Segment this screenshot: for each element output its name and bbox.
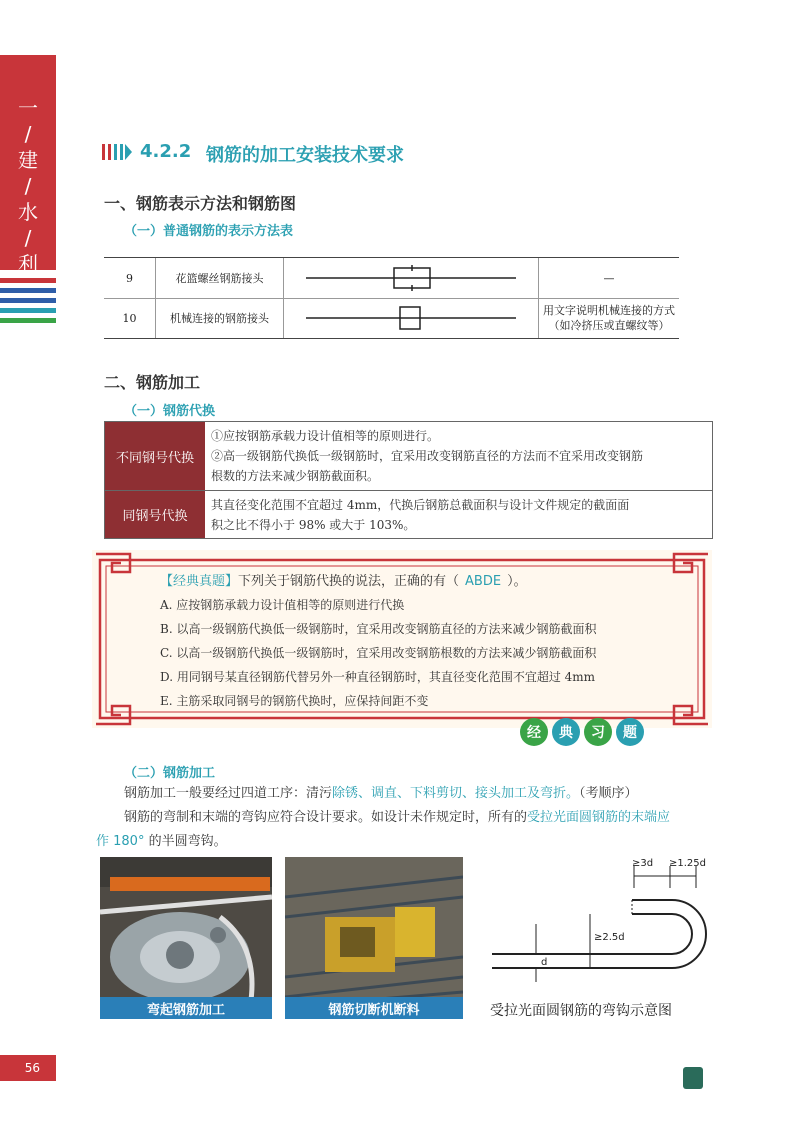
para1-highlight: 除锈、调直、下料剪切、接头加工及弯折。 (332, 786, 580, 801)
badge-char: 习 (584, 718, 612, 746)
chapter-side-tab (0, 55, 56, 276)
row-number: 9 (104, 258, 156, 298)
table-row (104, 298, 679, 338)
option-a: A. 应按钢筋承载力设计值相等的原则进行代换 (160, 598, 405, 612)
side-stripe (0, 318, 56, 323)
photo-caption: 钢筋切断机断料 (285, 997, 463, 1019)
para2-prefix: 钢筋的弯制和末端的弯钩应符合设计要求。如设计未作规定时，所有的 (124, 810, 528, 825)
para2-highlight: 受拉光面圆钢筋的末端应 (527, 810, 671, 825)
substitution-text (205, 424, 712, 490)
side-tab-char: 利 (18, 252, 38, 276)
para3-highlight: 作 180° (96, 834, 145, 849)
substitution-label: 同钢号代换 (105, 491, 205, 538)
substitution-text (205, 493, 712, 538)
classic-question-box (92, 550, 712, 728)
row-note (539, 298, 679, 338)
diagram-caption: 受拉光面圆钢筋的弯钩示意图 (490, 1003, 672, 1019)
side-stripe (0, 298, 56, 303)
side-stripe (0, 288, 56, 293)
section-number: 4.2.2 (140, 141, 192, 162)
option-e: E. 主筋采取同钢号的钢筋代换时，应保持间距不变 (160, 694, 429, 708)
row-name: 花篮螺丝钢筋接头 (156, 258, 284, 298)
page-number: 56 (0, 1055, 56, 1081)
part2-subheading-2: （二）钢筋加工 (124, 766, 216, 781)
note-line: （如冷挤压或直螺纹等） (548, 319, 670, 332)
section-title-icon (102, 142, 132, 166)
badge-char: 典 (552, 718, 580, 746)
text-line: ②高一级钢筋代换低一级钢筋时，宜采用改变钢筋直径的方法而不宜采用改变钢筋 (211, 449, 644, 463)
cutting-machine-illustration (285, 857, 463, 1019)
text-line: ①应按钢筋承载力设计值相等的原则进行。 (211, 429, 440, 443)
bending-machine-photo (100, 857, 272, 1019)
question-answer: ABDE (465, 574, 502, 589)
option-b: B. 以高一级钢筋代换低一级钢筋时，宜采用改变钢筋直径的方法来减少钢筋截面积 (160, 622, 597, 636)
row-name: 机械连接的钢筋接头 (156, 298, 284, 338)
book-icon (683, 1067, 703, 1089)
part2-heading: 二、钢筋加工 (104, 373, 201, 392)
dim-1-25d: ≥1.25d (669, 858, 706, 869)
part1-subheading: （一）普通钢筋的表示方法表 (124, 224, 294, 239)
side-tab-char: 一 (18, 96, 38, 120)
paragraph-1 (124, 782, 638, 801)
dim-d: d (541, 957, 548, 968)
question-tag: 【经典真题】 (160, 574, 239, 589)
part1-heading: 一、钢筋表示方法和钢筋图 (104, 194, 297, 213)
note-line: 用文字说明机械连接的方式 (543, 304, 675, 317)
row-number: 10 (104, 298, 156, 338)
para1-suffix: （考顺序） (579, 786, 638, 801)
section-title: 钢筋的加工安装技术要求 (206, 145, 404, 166)
side-tab-char: / (24, 174, 32, 198)
side-tab-char: / (24, 122, 32, 146)
side-tab-char: / (24, 226, 32, 250)
question-stem-text: 下列关于钢筋代换的说法，正确的有（ (238, 574, 460, 589)
bending-machine-illustration (100, 857, 272, 1019)
representation-table (104, 257, 679, 339)
classic-exercise-badge (520, 718, 644, 748)
para3-suffix: 的半圆弯钩。 (144, 834, 227, 849)
paragraph-2 (124, 806, 670, 825)
badge-char: 经 (520, 718, 548, 746)
table-row (104, 258, 679, 299)
para1-prefix: 钢筋加工一般要经过四道工序：清污 (124, 786, 333, 801)
side-tab-char: 水 (18, 200, 38, 224)
paragraph-3 (96, 830, 227, 849)
substitution-label: 不同钢号代换 (105, 422, 205, 490)
question-stem (160, 570, 527, 589)
text-line: 根数的方法来减少钢筋截面积。 (211, 469, 380, 483)
part2-subheading-1: （一）钢筋代换 (124, 404, 216, 419)
hook-diagram (482, 858, 712, 998)
badge-char: 题 (616, 718, 644, 746)
option-d: D. 用同钢号某直径钢筋代替另外一种直径钢筋时，其直径变化范围不宜超过 4mm (160, 670, 596, 684)
dim-2-5d: ≥2.5d (594, 932, 625, 943)
text-line: 积之比不得小于 98% 或大于 103%。 (211, 518, 416, 532)
row-note: — (603, 271, 615, 285)
mechanical-joint-symbol (284, 298, 539, 338)
turnbuckle-joint-symbol (284, 258, 539, 298)
side-stripe (0, 278, 56, 283)
photo-caption: 弯起钢筋加工 (100, 997, 272, 1019)
side-stripe (0, 308, 56, 313)
hook-drawing (482, 858, 712, 998)
dim-3d: ≥3d (632, 858, 654, 869)
text-line: 其直径变化范围不宜超过 4mm，代换后钢筋总截面积与设计文件规定的截面面 (211, 498, 630, 512)
substitution-table (104, 421, 713, 539)
cutting-machine-photo (285, 857, 463, 1019)
side-tab-char: 建 (18, 148, 38, 172)
option-c: C. 以高一级钢筋代换低一级钢筋时，宜采用改变钢筋根数的方法来减少钢筋截面积 (160, 646, 597, 660)
question-stem-end: ）。 (507, 574, 527, 589)
